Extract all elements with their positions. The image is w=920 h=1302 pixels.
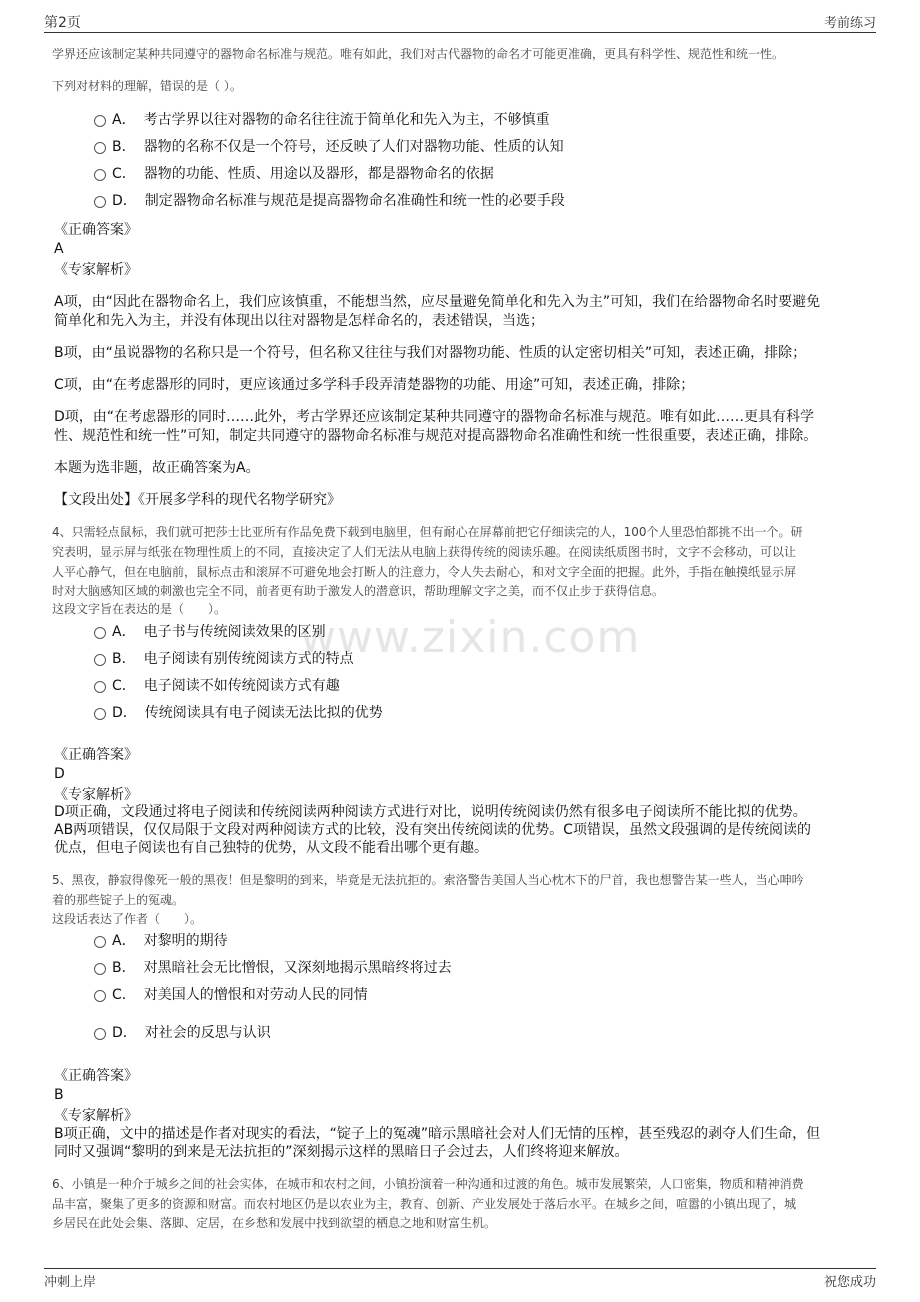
q5-option-c[interactable]: C． 对美国人的憎恨和对劳动人民的同情 bbox=[94, 985, 368, 1005]
q4-analysis-line: 优点，但电子阅读也有自己独特的优势，从文段不能看出哪个更有趣。 bbox=[54, 840, 488, 856]
q3-answer-label: 《正确答案》 bbox=[54, 222, 138, 238]
q3-option-a[interactable]: A． 考古学界以往对器物的命名往往流于简单化和先入为主，不够慎重 bbox=[94, 110, 550, 130]
q6-passage-line: 乡居民在此处会集、落脚、定居，在乡愁和发展中找到欲望的栖息之地和财富生机。 bbox=[52, 1216, 497, 1230]
q4-answer: D bbox=[54, 766, 65, 782]
q3-option-d[interactable]: D． 制定器物命名标准与规范是提高器物命名准确性和统一性的必要手段 bbox=[94, 191, 565, 211]
page-number: 第2页 bbox=[44, 15, 81, 31]
q5-passage-line: 着的那些锭子上的冤魂。 bbox=[52, 893, 185, 907]
q3-analysis-line: 简单化和先入为主，并没有体现出以往对器物是怎样命名的，表述错误，当选； bbox=[54, 313, 544, 329]
page-header bbox=[44, 10, 876, 33]
q3-analysis-line: D项，由“在考虑器形的同时……此外，考古学界还应该制定某种共同遵守的器物命名标准与规范。唯有如此……更具有科学 bbox=[54, 409, 815, 425]
q4-passage-line: 4、只需轻点鼠标，我们就可把莎士比亚所有作品免费下载到电脑里，但有耐心在屏幕前把它仔细读完的人，100个人里恐怕都挑不出一个。研 bbox=[52, 525, 803, 539]
q5-answer-label: 《正确答案》 bbox=[54, 1068, 138, 1084]
q4-stem: 这段文字旨在表达的是（ ）。 bbox=[52, 602, 227, 616]
q5-option-b[interactable]: B． 对黑暗社会无比憎恨，又深刻地揭示黑暗终将过去 bbox=[94, 958, 452, 978]
q3-source: 【文段出处】《开展多学科的现代名物学研究》 bbox=[54, 492, 341, 508]
radio-icon[interactable] bbox=[94, 627, 106, 639]
q4-passage-line: 究表明，显示屏与纸张在物理性质上的不同，直接决定了人们无法从电脑上获得传统的阅读乐趣。在阅读纸质图书时，文字不会移动，可以让 bbox=[52, 545, 797, 559]
q3-analysis-line: C项，由“在考虑器形的同时，更应该通过多学科手段弄清楚器物的功能、用途”可知，表述正确，排除； bbox=[54, 377, 695, 393]
q4-analysis-line: AB两项错误，仅仅局限于文段对两种阅读方式的比较，没有突出传统阅读的优势。C项错误，虽然文段强调的是传统阅读的 bbox=[54, 822, 811, 838]
q4-option-a[interactable]: A． 电子书与传统阅读效果的区别 bbox=[94, 622, 326, 642]
radio-icon[interactable] bbox=[94, 963, 106, 975]
q5-analysis-line: 同时又强调“黎明的到来是无法抗拒的”深刻揭示这样的黑暗日子会过去，人们终将迎来解放。 bbox=[54, 1144, 629, 1160]
q4-analysis-line: D项正确，文段通过将电子阅读和传统阅读两种阅读方式进行对比，说明传统阅读仍然有很多电子阅读所不能比拟的优势。 bbox=[54, 804, 807, 820]
q3-stem: 下列对材料的理解，错误的是（ ）。 bbox=[52, 79, 242, 93]
q5-option-a[interactable]: A． 对黎明的期待 bbox=[94, 931, 228, 951]
radio-icon[interactable] bbox=[94, 681, 106, 693]
radio-icon[interactable] bbox=[94, 1028, 106, 1040]
q4-passage-line: 人平心静气，但在电脑前，鼠标点击和滚屏不可避免地会打断人的注意力，令人失去耐心，和对文字全面的把握。此外，手指在触摸纸显示屏 bbox=[52, 565, 797, 579]
q6-passage-line: 品丰富，聚集了更多的资源和财富。而农村地区仍是以农业为主，教育、创新、产业发展处于落后水平。在城乡之间，喧嚣的小镇出现了，城 bbox=[52, 1197, 797, 1211]
q4-analysis-label: 《专家解析》 bbox=[54, 787, 138, 803]
radio-icon[interactable] bbox=[94, 708, 106, 720]
q3-analysis-line: B项，由“虽说器物的名称只是一个符号，但名称又往往与我们对器物功能、性质的认定密切相关”可知，表述正确，排除； bbox=[54, 345, 807, 361]
watermark: www.zixin.com bbox=[300, 612, 641, 663]
footer-right-text: 祝您成功 bbox=[823, 1275, 876, 1290]
q5-option-d[interactable]: D． 对社会的反思与认识 bbox=[94, 1023, 271, 1043]
header-title: 考前练习 bbox=[823, 16, 876, 31]
page-footer bbox=[44, 1268, 876, 1290]
q4-option-d[interactable]: D． 传统阅读具有电子阅读无法比拟的优势 bbox=[94, 703, 383, 723]
q5-stem: 这段话表达了作者（ ）。 bbox=[52, 912, 203, 926]
radio-icon[interactable] bbox=[94, 654, 106, 666]
q3-analysis-label: 《专家解析》 bbox=[54, 262, 138, 278]
radio-icon[interactable] bbox=[94, 142, 106, 154]
q4-answer-label: 《正确答案》 bbox=[54, 747, 138, 763]
q6-passage-line: 6、小镇是一种介于城乡之间的社会实体，在城市和农村之间，小镇扮演着一种沟通和过渡的角色。城市发展繁荣，人口密集，物质和精神消费 bbox=[52, 1177, 804, 1191]
footer-left-text: 冲刺上岸 bbox=[44, 1275, 97, 1290]
q5-analysis-label: 《专家解析》 bbox=[54, 1108, 138, 1124]
radio-icon[interactable] bbox=[94, 990, 106, 1002]
q3-analysis-line: A项，由“因此在器物命名上，我们应该慎重，不能想当然，应尽量避免简单化和先入为主”可知，我们在给器物命名时要避免 bbox=[54, 294, 821, 310]
radio-icon[interactable] bbox=[94, 169, 106, 181]
q5-analysis-line: B项正确，文中的描述是作者对现实的看法，“锭子上的冤魂”暗示黑暗社会对人们无情的压榨，甚至残忍的剥夺人们生命，但 bbox=[54, 1126, 821, 1142]
q4-passage-line: 时对大脑感知区域的刺激也完全不同，前者更有助于激发人的潜意识，帮助理解文字之美，而不仅止步于获得信息。 bbox=[52, 584, 665, 598]
q4-option-c[interactable]: C． 电子阅读不如传统阅读方式有趣 bbox=[94, 676, 340, 696]
q5-answer: B bbox=[54, 1087, 64, 1103]
q3-option-c[interactable]: C． 器物的功能、性质、用途以及器形，都是器物命名的依据 bbox=[94, 164, 494, 184]
q5-passage-line: 5、黑夜，静寂得像死一般的黑夜！但是黎明的到来，毕竟是无法抗拒的。索洛警告美国人当心枕木下的尸首，我也想警告某一些人，当心呻吟 bbox=[52, 873, 804, 887]
radio-icon[interactable] bbox=[94, 936, 106, 948]
q3-analysis-line: 性、规范性和统一性”可知，制定共同遵守的器物命名标准与规范对提高器物命名准确性和统一性很重要，表述正确，排除。 bbox=[54, 428, 818, 444]
radio-icon[interactable] bbox=[94, 115, 106, 127]
q3-option-b[interactable]: B． 器物的名称不仅是一个符号，还反映了人们对器物功能、性质的认知 bbox=[94, 137, 564, 157]
q3-conclusion: 本题为选非题，故正确答案为A。 bbox=[54, 460, 260, 476]
q3-passage-tail: 学界还应该制定某种共同遵守的器物命名标准与规范。唯有如此，我们对古代器物的命名才可能更准确，更具有科学性、规范性和统一性。 bbox=[52, 47, 785, 61]
q3-answer: A bbox=[54, 241, 64, 257]
q4-option-b[interactable]: B． 电子阅读有别传统阅读方式的特点 bbox=[94, 649, 354, 669]
radio-icon[interactable] bbox=[94, 196, 106, 208]
